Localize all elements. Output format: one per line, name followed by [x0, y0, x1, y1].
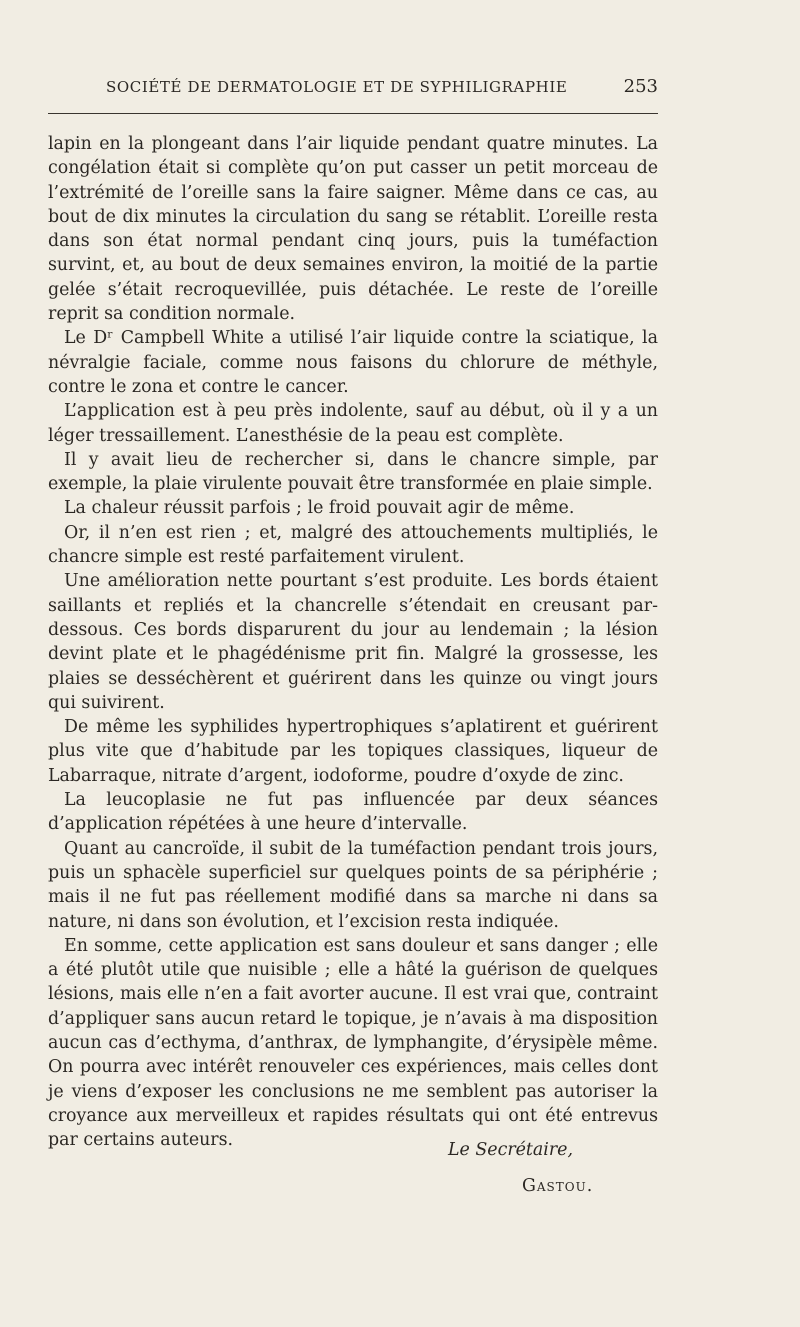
paragraph: Une amélioration nette pourtant s’est produite. Les bords étaient saillants et repliés et la chancrelle s’étendait en creusant par-dessous. Ces bords disparurent du jour au lendemain ; la lésion devint plate et le phagédénisme prit fin. Malgré la grossesse, les plaies se desséchèrent et guérirent dans les quinze ou vingt jours qui suivirent. — [48, 571, 658, 713]
paragraph: Il y avait lieu de rechercher si, dans le chancre simple, par exemple, la plaie virulente pouvait être transformée en plaie simple. — [48, 449, 658, 495]
paragraph: De même les syphilides hypertrophiques s’aplatirent et guérirent plus vite que d’habitude par les topiques classiques, liqueur de Labarraque, nitrate d’argent, iodoforme, poudre d’oxyde de zinc. — [48, 717, 658, 786]
paragraph: L’application est à peu près indolente, sauf au début, où il y a un léger tressaillement. L’anesthésie de la peau est complète. — [48, 401, 658, 446]
paragraph: La leucoplasie ne fut pas influencée par deux séances d’application répétées à une heure d’intervalle. — [48, 790, 658, 835]
running-title: SOCIÉTÉ DE DERMATOLOGIE ET DE SYPHILIGRAPHIE — [106, 78, 568, 96]
paragraph-continued: lapin en la plongeant dans l’air liquide pendant quatre minutes. La congélation était si complète qu’on put casser un petit morceau de l’extrémité de l’oreille sans la faire saigner. Même dans ce cas, au bout de dix minutes la circulation du sang se rétablit. L’oreille resta dans son état normal pendant cinq jours, puis la tuméfaction survint, et, au bout de deux semaines environ, la moitié de la partie gelée s’était recroquevillée, puis détachée. Le reste de l’oreille reprit sa condition normale. — [48, 134, 658, 325]
paragraph: En somme, cette application est sans douleur et sans danger ; elle a été plutôt utile que nuisible ; elle a hâté la guérison de quelques lésions, mais elle n’en a fait avorter aucune. Il est vrai que, contraint d’appliquer sans aucun retard le topique, je n’avais à ma disposition aucun cas d’ecthyma, d’anthrax, de lymphangite, d’érysipèle même. On pourra avec intérêt renouveler ces expériences, mais celles dont je viens d’exposer les conclusions ne me semblent pas autoriser la croyance aux merveilleux et rapides résultats qui ont été entrevus par certains auteurs. — [48, 935, 658, 1151]
paragraph: Quant au cancroïde, il subit de la tuméfaction pendant trois jours, puis un sphacèle superficiel sur quelques points de sa périphérie ; mais il ne fut pas réellement modifié dans sa marche ni dans sa nature, ni dans son évolution, et l’excision resta indiquée. — [48, 838, 658, 932]
signatory-title: Le Secrétaire, — [448, 1140, 573, 1160]
paragraph: Or, il n’en est rien ; et, malgré des attouchements multipliés, le chancre simple est resté parfaitement virulent. — [48, 522, 658, 568]
header-rule — [48, 113, 658, 114]
paragraph: La chaleur réussit parfois ; le froid pouvait agir de même. — [64, 498, 575, 519]
running-header — [48, 78, 658, 102]
paragraph: Le Dʳ Campbell White a utilisé l’air liquide contre la sciatique, la névralgie faciale, comme nous faisons du chlorure de méthyle, contre le zona et contre le cancer. — [48, 328, 658, 397]
body-text — [48, 132, 658, 1152]
page-number: 253 — [623, 76, 658, 97]
signatory-name: Gastou. — [522, 1176, 594, 1196]
